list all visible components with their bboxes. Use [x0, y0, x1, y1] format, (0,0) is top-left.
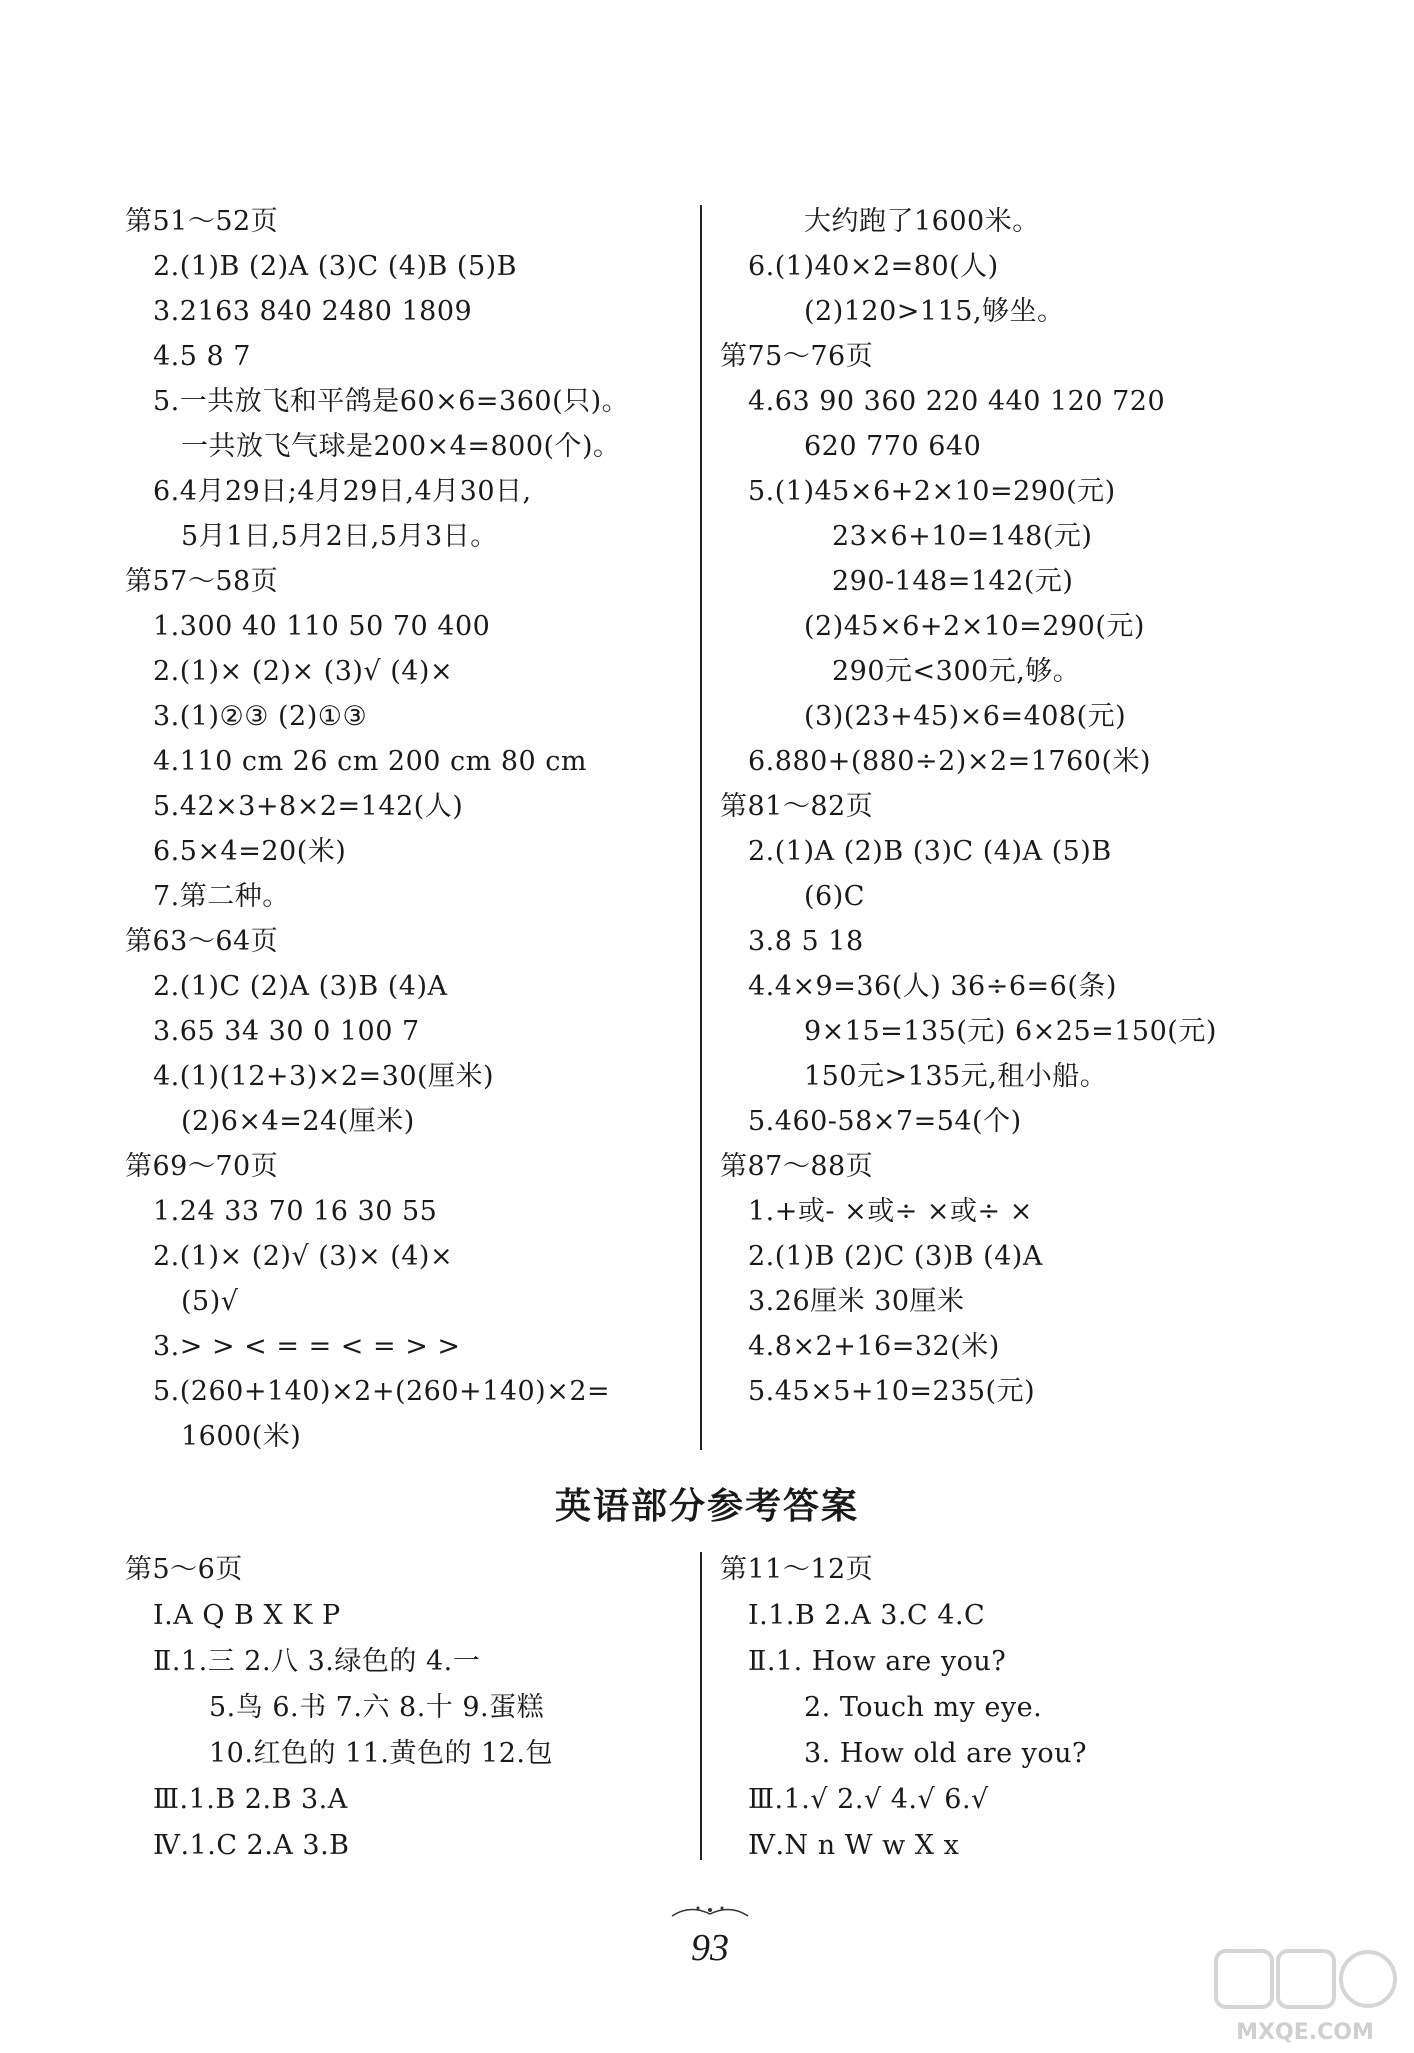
page-range-heading: 第69～70页	[125, 1151, 279, 1182]
answer-line: 4.5 8 7	[153, 341, 251, 372]
answer-line: 4.4×9=36(人) 36÷6=6(条)	[748, 971, 1117, 1002]
answer-line: 5月1日,5月2日,5月3日。	[181, 521, 498, 552]
answer-line: 3.2163 840 2480 1809	[153, 296, 473, 327]
answer-line: 6.880+(880÷2)×2=1760(米)	[748, 746, 1152, 777]
answer-line: 290元<300元,够。	[832, 656, 1081, 687]
answer-line: 1600(米)	[181, 1421, 302, 1452]
answer-line: 5.鸟 6.书 7.六 8.十 9.蛋糕	[209, 1692, 545, 1723]
site-watermark	[1210, 1947, 1400, 2045]
watermark-text: MXQE.COM	[1236, 2020, 1374, 2045]
answer-line: 一共放飞气球是200×4=800(个)。	[181, 431, 621, 462]
page-range-heading: 第75～76页	[720, 341, 874, 372]
answer-line: 大约跑了1600米。	[804, 206, 1040, 237]
answer-line: (2)120>115,够坐。	[804, 296, 1065, 327]
page-range-heading: 第57～58页	[125, 566, 279, 597]
answer-line: Ⅱ.1.三 2.八 3.绿色的 4.一	[153, 1646, 481, 1677]
answer-line: 5.460-58×7=54(个)	[748, 1106, 1022, 1137]
answer-line: 23×6+10=148(元)	[832, 521, 1093, 552]
answer-line: 5.45×5+10=235(元)	[748, 1376, 1036, 1407]
answer-line: 6.(1)40×2=80(人)	[748, 251, 999, 282]
page-range-heading: 第5～6页	[125, 1554, 243, 1585]
page-range-heading: 第63～64页	[125, 926, 279, 957]
english-section-title: 英语部分参考答案	[554, 1486, 859, 1527]
answer-line: 2.(1)C (2)A (3)B (4)A	[153, 971, 448, 1002]
answer-line: Ⅰ.1.B 2.A 3.C 4.C	[748, 1600, 986, 1631]
answer-line: 2.(1)B (2)C (3)B (4)A	[748, 1241, 1043, 1272]
answer-line: Ⅳ.N n W w X x	[748, 1830, 960, 1861]
answer-line: 7.第二种。	[153, 881, 290, 912]
answer-line: 2.(1)A (2)B (3)C (4)A (5)B	[748, 836, 1112, 867]
answer-line: 3.26厘米 30厘米	[748, 1286, 965, 1317]
answer-line: (3)(23+45)×6=408(元)	[804, 701, 1127, 732]
answer-line: 3.> > < = = < = > >	[153, 1331, 461, 1362]
page-range-heading: 第87～88页	[720, 1151, 874, 1182]
answer-line: 4.110 cm 26 cm 200 cm 80 cm	[153, 746, 588, 777]
answer-line: Ⅲ.1.B 2.B 3.A	[153, 1784, 348, 1815]
answer-line: (5)√	[181, 1286, 239, 1317]
answer-line: (6)C	[804, 881, 865, 912]
answer-line: Ⅳ.1.C 2.A 3.B	[153, 1830, 350, 1861]
answer-line: (2)45×6+2×10=290(元)	[804, 611, 1145, 642]
page-number: 93	[691, 1927, 729, 1969]
answer-line: 6.5×4=20(米)	[153, 836, 347, 867]
answer-line: 5.(260+140)×2+(260+140)×2=	[153, 1376, 611, 1407]
answer-line: 2.(1)× (2)× (3)√ (4)×	[153, 656, 454, 687]
answer-line: Ⅱ.1. How are you?	[748, 1646, 1007, 1677]
answer-line: 9×15=135(元) 6×25=150(元)	[804, 1016, 1217, 1047]
answer-line: 3.65 34 30 0 100 7	[153, 1016, 420, 1047]
answer-line: 1.300 40 110 50 70 400	[153, 611, 491, 642]
answer-line: 4.(1)(12+3)×2=30(厘米)	[153, 1061, 495, 1092]
answer-line: 150元>135元,租小船。	[804, 1061, 1108, 1092]
answer-line: 2.(1)B (2)A (3)C (4)B (5)B	[153, 251, 517, 282]
column-divider-top	[700, 205, 702, 1450]
answer-line: 6.4月29日;4月29日,4月30日,	[153, 476, 532, 507]
answer-line: 4.8×2+16=32(米)	[748, 1331, 1000, 1362]
page-range-heading: 第11～12页	[720, 1554, 874, 1585]
answer-line: Ⅰ.A Q B X K P	[153, 1600, 341, 1631]
answer-line: 5.(1)45×6+2×10=290(元)	[748, 476, 1116, 507]
column-divider-bottom	[700, 1552, 702, 1860]
answer-line: 3. How old are you?	[804, 1738, 1088, 1769]
answer-line: 3.8 5 18	[748, 926, 864, 957]
answer-line: 2. Touch my eye.	[804, 1692, 1043, 1723]
answer-line: (2)6×4=24(厘米)	[181, 1106, 415, 1137]
answer-line: 2.(1)× (2)√ (3)× (4)×	[153, 1241, 454, 1272]
answer-line: 3.(1)②③ (2)①③	[153, 701, 368, 732]
answer-line: 10.红色的 11.黄色的 12.包	[209, 1738, 553, 1769]
answer-line: 620 770 640	[804, 431, 982, 462]
answer-line: 5.一共放飞和平鸽是60×6=360(只)。	[153, 386, 630, 417]
answer-line: 4.63 90 360 220 440 120 720	[748, 386, 1166, 417]
answer-line: 1.+或- ×或÷ ×或÷ ×	[748, 1196, 1033, 1227]
answer-line: 5.42×3+8×2=142(人)	[153, 791, 464, 822]
answer-line: 290-148=142(元)	[832, 566, 1074, 597]
answer-line: Ⅲ.1.√ 2.√ 4.√ 6.√	[748, 1784, 989, 1815]
answer-line: 1.24 33 70 16 30 55	[153, 1196, 438, 1227]
page-range-heading: 第51～52页	[125, 206, 279, 237]
page-range-heading: 第81～82页	[720, 791, 874, 822]
